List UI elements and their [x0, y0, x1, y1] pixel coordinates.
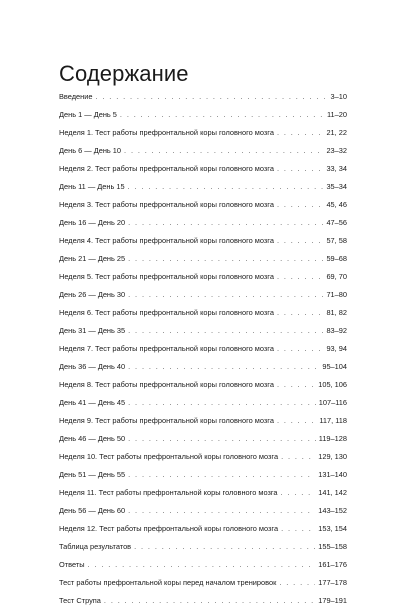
dot-leader: [104, 592, 315, 610]
toc-entry[interactable]: [59, 178, 347, 196]
toc-entry-pages: 179–191: [318, 596, 347, 605]
dot-leader: [128, 394, 316, 412]
page-title: Содержание: [59, 61, 189, 86]
toc-entry[interactable]: [59, 448, 347, 466]
toc-entry-label: Введение: [59, 92, 93, 101]
toc-entry-label: День 6 — День 10: [59, 146, 122, 155]
toc-entry[interactable]: [59, 106, 347, 124]
toc-entry[interactable]: [59, 88, 347, 106]
dot-leader: [120, 106, 324, 124]
toc-entry-pages: 131–140: [318, 470, 347, 479]
toc-entry-label: День 1 — День 5: [59, 110, 117, 119]
toc-entry-label: Неделя 1. Тест работы префронтальной коры головного мозга: [59, 128, 274, 137]
toc-entry[interactable]: [59, 124, 347, 142]
toc-entry-pages: 105, 106: [318, 380, 347, 389]
toc-entry[interactable]: [59, 268, 347, 286]
dot-leader: [277, 412, 316, 430]
dot-leader: [277, 304, 323, 322]
toc-entry-pages: 45, 46: [326, 200, 347, 209]
toc-entry[interactable]: [59, 556, 347, 574]
toc-entry-label: Таблица результатов: [59, 542, 132, 551]
dot-leader: [128, 250, 323, 268]
toc-entry-label: Ответы: [59, 560, 85, 569]
dot-leader: [281, 484, 316, 502]
dot-leader: [128, 286, 323, 304]
dot-leader: [128, 178, 324, 196]
toc-entry-label: День 21 — День 25: [59, 254, 126, 263]
toc-entry-label: Неделя 6. Тест работы префронтальной коры головного мозга: [59, 308, 274, 317]
toc-entry[interactable]: [59, 412, 347, 430]
toc-entry-pages: 107–116: [318, 398, 347, 407]
toc-entry-label: День 11 — День 15: [59, 182, 125, 191]
toc-entry-pages: 141, 142: [318, 488, 347, 497]
dot-leader: [88, 556, 316, 574]
toc-entry-label: День 26 — День 30: [59, 290, 126, 299]
toc-entry[interactable]: [59, 214, 347, 232]
toc-entry-pages: 33, 34: [326, 164, 347, 173]
toc-entry-label: Неделя 12. Тест работы префронтальной коры головного мозга: [59, 524, 279, 533]
toc-entry-pages: 81, 82: [326, 308, 347, 317]
toc-entry[interactable]: [59, 232, 347, 250]
toc-entry-label: День 41 — День 45: [59, 398, 126, 407]
toc-entry-pages: 95–104: [322, 362, 347, 371]
toc-entry-label: Неделя 11. Тест работы префронтальной коры головного мозга: [59, 488, 278, 497]
toc-entry[interactable]: [59, 142, 347, 160]
dot-leader: [128, 430, 316, 448]
dot-leader: [128, 466, 315, 484]
toc-entry-label: Тест Струпа: [59, 596, 101, 605]
toc-entry-label: День 51 — День 55: [59, 470, 126, 479]
dot-leader: [281, 520, 315, 538]
toc-entry-pages: 119–128: [318, 434, 347, 443]
toc-entry-pages: 153, 154: [318, 524, 347, 533]
toc-entry-pages: 93, 94: [326, 344, 347, 353]
toc-entry-pages: 47–56: [326, 218, 347, 227]
toc-entry-pages: 21, 22: [326, 128, 347, 137]
dot-leader: [134, 538, 315, 556]
toc-entry-pages: 129, 130: [318, 452, 347, 461]
toc-entry[interactable]: [59, 538, 347, 556]
toc-entry-pages: 71–80: [326, 290, 347, 299]
toc-entry[interactable]: [59, 250, 347, 268]
dot-leader: [277, 268, 323, 286]
dot-leader: [281, 448, 315, 466]
toc-entry[interactable]: [59, 196, 347, 214]
toc-entry-pages: 35–34: [326, 182, 347, 191]
toc-entry-label: Тест работы префронтальной коры перед началом тренировок: [59, 578, 277, 587]
dot-leader: [95, 88, 327, 106]
dot-leader: [277, 232, 323, 250]
dot-leader: [277, 160, 323, 178]
dot-leader: [277, 376, 315, 394]
dot-leader: [277, 340, 323, 358]
toc-entry-pages: 69, 70: [326, 272, 347, 281]
toc-entry-pages: 23–32: [326, 146, 347, 155]
toc-entry[interactable]: [59, 322, 347, 340]
toc-entry-pages: 3–10: [330, 92, 347, 101]
toc-entry[interactable]: [59, 160, 347, 178]
toc-entry-pages: 11–20: [326, 110, 347, 119]
toc-entry-label: Неделя 5. Тест работы префронтальной коры головного мозга: [59, 272, 274, 281]
dot-leader: [124, 142, 323, 160]
toc-entry[interactable]: [59, 592, 347, 610]
toc-entry-pages: 117, 118: [319, 416, 347, 425]
toc-entry-pages: 83–92: [326, 326, 347, 335]
toc-entry-label: Неделя 9. Тест работы префронтальной коры головного мозга: [59, 416, 274, 425]
dot-leader: [128, 358, 319, 376]
toc-entry-label: Неделя 10. Тест работы префронтальной коры головного мозга: [59, 452, 279, 461]
dot-leader: [277, 124, 323, 142]
toc-entry[interactable]: [59, 304, 347, 322]
toc-entry-label: Неделя 3. Тест работы префронтальной коры головного мозга: [59, 200, 274, 209]
toc-entry-pages: 59–68: [326, 254, 347, 263]
toc-entry[interactable]: [59, 394, 347, 412]
toc-entry-label: Неделя 4. Тест работы префронтальной коры головного мозга: [59, 236, 274, 245]
dot-leader: [279, 574, 315, 592]
toc-entry-label: День 16 — День 20: [59, 218, 126, 227]
toc-entry-label: Неделя 8. Тест работы префронтальной коры головного мозга: [59, 380, 274, 389]
toc-entry-label: День 46 — День 50: [59, 434, 126, 443]
table-of-contents: [59, 88, 347, 610]
toc-entry-pages: 143–152: [318, 506, 347, 515]
toc-entry[interactable]: [59, 466, 347, 484]
dot-leader: [128, 214, 323, 232]
toc-entry[interactable]: [59, 286, 347, 304]
toc-entry-label: День 36 — День 40: [59, 362, 126, 371]
toc-entry-label: День 56 — День 60: [59, 506, 126, 515]
toc-entry-pages: 177–178: [318, 578, 347, 587]
toc-entry-pages: 57, 58: [326, 236, 347, 245]
toc-entry[interactable]: [59, 574, 347, 592]
toc-entry[interactable]: [59, 502, 347, 520]
toc-entry-pages: 155–158: [318, 542, 347, 551]
dot-leader: [128, 322, 323, 340]
toc-entry-label: Неделя 7. Тест работы префронтальной коры головного мозга: [59, 344, 274, 353]
toc-entry[interactable]: [59, 430, 347, 448]
toc-entry-pages: 161–176: [318, 560, 347, 569]
toc-entry-label: Неделя 2. Тест работы префронтальной коры головного мозга: [59, 164, 274, 173]
dot-leader: [128, 502, 315, 520]
toc-entry[interactable]: [59, 520, 347, 538]
dot-leader: [277, 196, 323, 214]
toc-entry-label: День 31 — День 35: [59, 326, 126, 335]
toc-entry[interactable]: [59, 358, 347, 376]
toc-entry[interactable]: [59, 484, 347, 502]
toc-entry[interactable]: [59, 376, 347, 394]
toc-entry[interactable]: [59, 340, 347, 358]
